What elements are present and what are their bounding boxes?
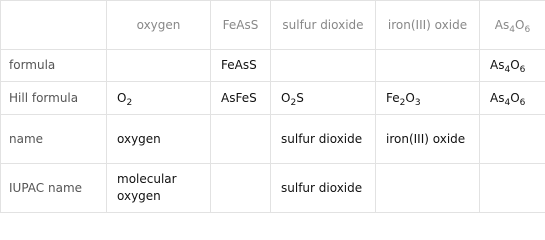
cell-hill-iron-iii-oxide: $Fe_2O_3$ (376, 82, 480, 115)
cell-hill-as4o6: $As_4O_6$ (480, 82, 545, 115)
cell-iupac-iron-iii-oxide (376, 164, 480, 213)
row-iupac-name (1, 164, 545, 213)
cell-formula-sulfur-dioxide (271, 50, 376, 82)
cell-iupac-feass (211, 164, 271, 213)
cell-formula-feass: FeAsS (211, 50, 271, 82)
row-label-name: name (1, 115, 107, 164)
column-header-as4o6: $As_4O_6$ (480, 1, 545, 50)
column-header-oxygen: oxygen (107, 1, 211, 50)
row-formula (1, 50, 545, 82)
header-row (1, 1, 545, 50)
cell-name-oxygen: oxygen (107, 115, 211, 164)
cell-name-feass (211, 115, 271, 164)
column-header-feass: FeAsS (211, 1, 271, 50)
cell-iupac-as4o6 (480, 164, 545, 213)
cell-name-iron-iii-oxide: iron(III) oxide (376, 115, 480, 164)
row-label-hill-formula: Hill formula (1, 82, 107, 115)
cell-iupac-sulfur-dioxide: sulfur dioxide (271, 164, 376, 213)
column-header-sulfur-dioxide: sulfur dioxide (271, 1, 376, 50)
cell-name-sulfur-dioxide: sulfur dioxide (271, 115, 376, 164)
row-label-formula: formula (1, 50, 107, 82)
row-hill-formula (1, 82, 545, 115)
cell-formula-as4o6: $As_4O_6$ (480, 50, 545, 82)
cell-formula-oxygen (107, 50, 211, 82)
cell-iupac-oxygen: molecular oxygen (107, 164, 211, 213)
cell-hill-feass: AsFeS (211, 82, 271, 115)
cell-formula-iron-iii-oxide (376, 50, 480, 82)
corner-cell (1, 1, 107, 50)
column-header-iron-iii-oxide: iron(III) oxide (376, 1, 480, 50)
row-label-iupac-name: IUPAC name (1, 164, 107, 213)
cell-name-as4o6 (480, 115, 545, 164)
cell-hill-sulfur-dioxide: $O_2S$ (271, 82, 376, 115)
cell-hill-oxygen: $O_2$ (107, 82, 211, 115)
row-name (1, 115, 545, 164)
